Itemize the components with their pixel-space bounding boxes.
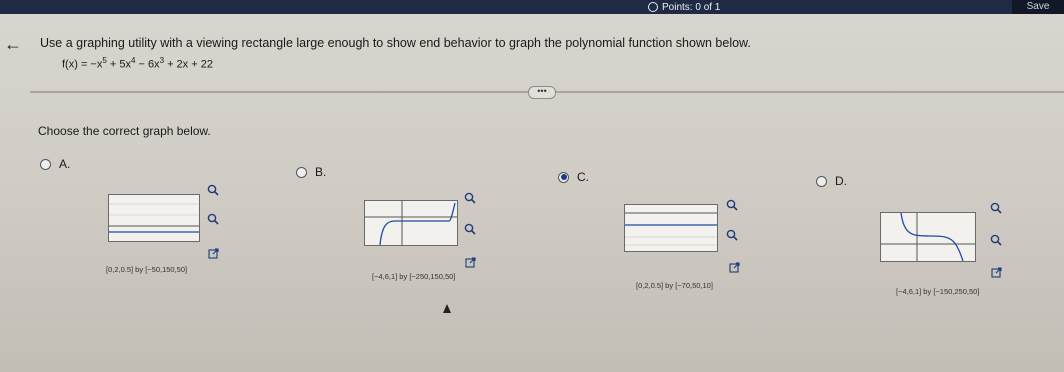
option-d-graph [880,212,976,262]
option-c-window: [0,2,0.5] by [−70,50,10] [636,281,713,290]
option-b-radio[interactable] [296,167,307,178]
back-arrow-icon[interactable]: ← [4,34,22,54]
option-b-graph [364,200,458,246]
option-a-expand-icon[interactable] [205,245,221,261]
option-c-zoom-in-icon[interactable] [724,197,740,213]
option-a-graph [108,194,200,242]
option-c[interactable] [558,170,589,184]
option-c-label: C. [577,170,589,184]
option-c-expand-icon[interactable] [726,259,742,275]
option-b-expand-icon[interactable] [462,254,478,270]
option-d-label: D. [835,174,847,188]
formula-part: f(x) = −x [62,58,103,71]
formula-exponent: 5 [102,56,107,65]
formula-part: − 6x [135,58,160,71]
option-a[interactable] [40,157,70,171]
option-d-zoom-out-icon[interactable] [988,232,1004,248]
question-text: Use a graphing utility with a viewing rectangle large enough to show end behavior to graph the polynomial function shown below. [40,36,751,50]
option-a-graph-plot [109,195,199,241]
option-b-window: [−4,6,1] by [−250,150,50] [372,272,456,281]
option-b[interactable] [296,165,326,179]
option-b-zoom-in-icon[interactable] [462,190,478,206]
option-a-radio[interactable] [40,159,51,170]
prompt-text: Choose the correct graph below. [38,124,211,138]
save-button[interactable]: Save [1012,0,1064,14]
mouse-cursor-icon [443,304,451,313]
expand-button[interactable]: ••• [528,86,556,99]
points-label: Points: 0 of 1 [662,1,721,13]
option-d-radio[interactable] [816,176,827,187]
option-b-zoom-out-icon[interactable] [462,221,478,237]
points-ring-icon [648,2,658,12]
option-d-expand-icon[interactable] [988,264,1004,280]
option-d-window: [−4,6,1] by [−150,250,50] [896,287,980,296]
formula-exponent: 4 [130,56,136,65]
option-c-graph-plot [625,205,717,251]
option-b-graph-plot [365,201,457,245]
polynomial-formula [62,56,213,71]
formula-part: + 2x + 22 [164,58,213,71]
top-bar [0,0,1064,14]
option-a-label: A. [59,157,71,171]
option-c-zoom-out-icon[interactable] [724,227,740,243]
points-indicator [648,0,720,14]
option-d[interactable] [816,174,847,188]
option-d-zoom-in-icon[interactable] [988,200,1004,216]
formula-exponent: 3 [159,56,165,65]
formula-part: + 5x [106,58,131,71]
option-b-label: B. [315,165,327,179]
option-a-zoom-out-icon[interactable] [205,211,221,227]
option-d-graph-plot [881,213,975,261]
option-a-window: [0,2,0.5] by [−50,150,50] [106,265,188,274]
option-c-radio[interactable] [558,172,569,183]
option-a-zoom-in-icon[interactable] [205,182,221,198]
option-c-graph [624,204,718,252]
